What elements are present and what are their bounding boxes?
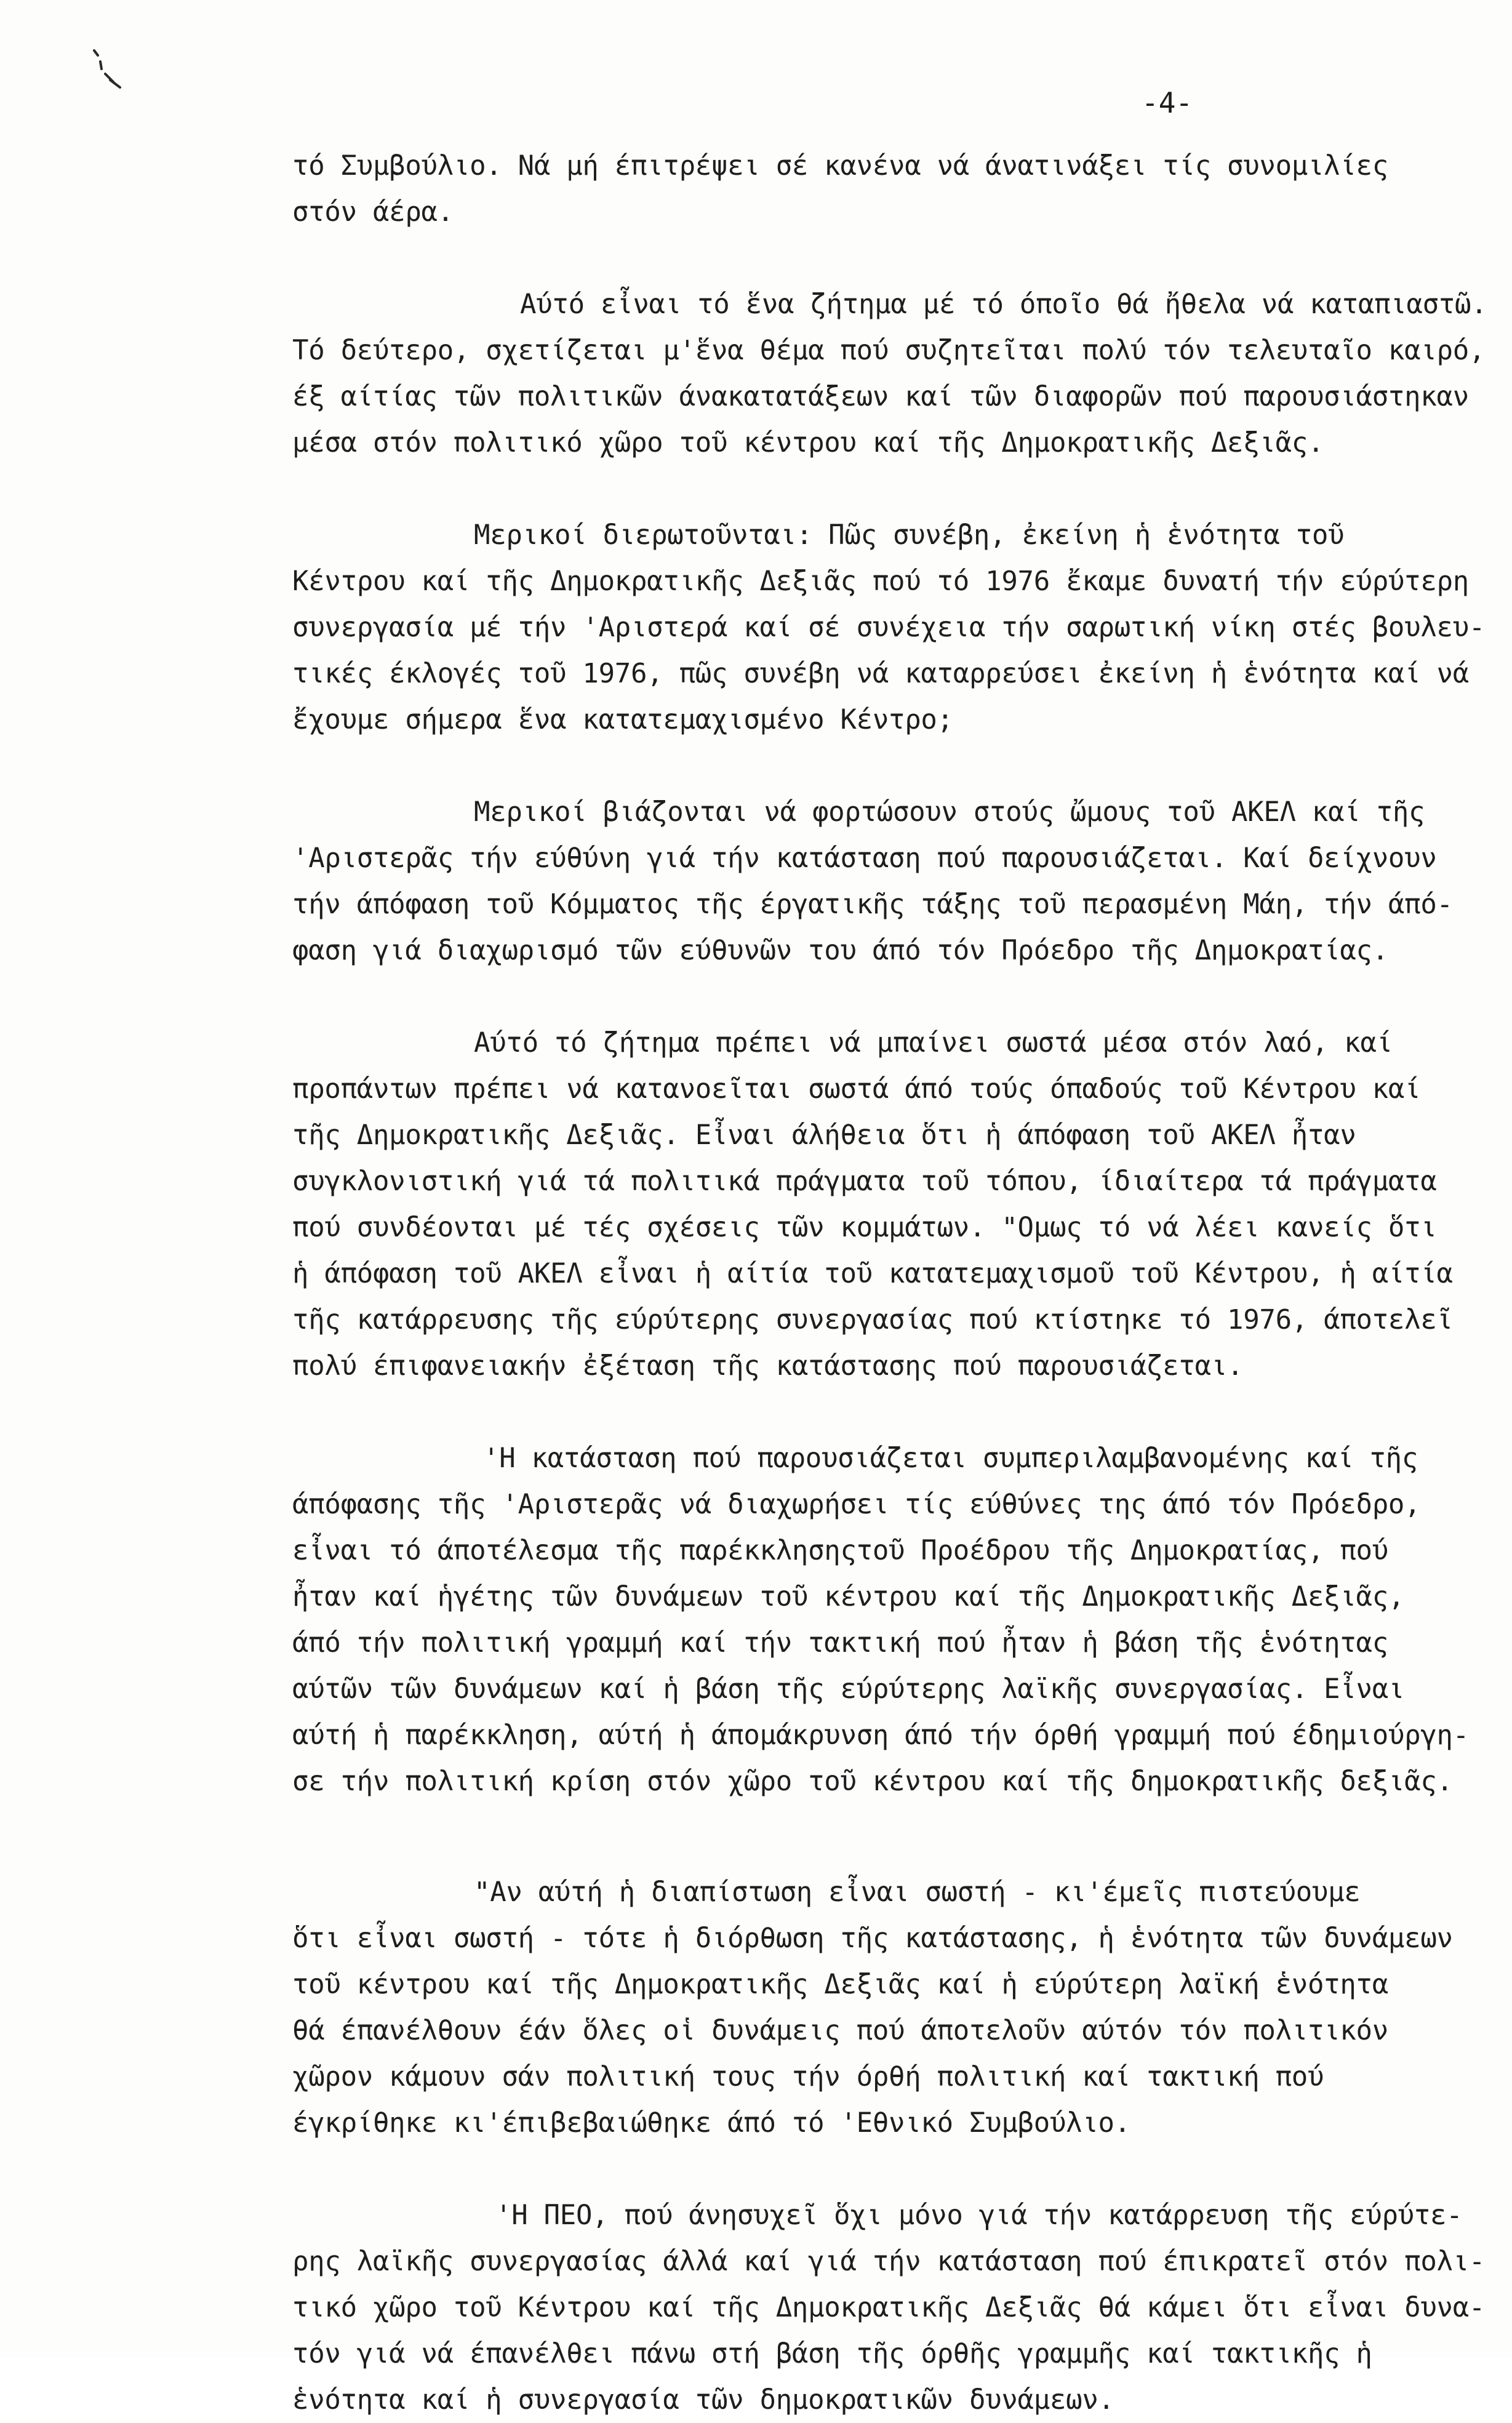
text-line: "Αν αύτή ἡ διαπίστωση εἶναι σωστή - κι'έμεῖς πιστεύουμε [474, 1876, 1361, 1908]
text-line: τόν γιά νά έπανέλθει πάνω στή βάση τῆς όρθῆς γραμμῆς καί τακτικῆς ἡ [292, 2338, 1372, 2369]
text-line: ὅτι εἶναι σωστή - τότε ἡ διόρθωση τῆς κατάστασης, ἡ ἑνότητα τῶν δυνάμεων [292, 1923, 1453, 1954]
text-line: Μερικοί διερωτοῦνται: Πῶς συνέβη, ἐκείνη ἡ ἑνότητα τοῦ [474, 519, 1345, 551]
paragraph [292, 1020, 1453, 1389]
body-text [292, 143, 1487, 2423]
paragraph [292, 1869, 1453, 2146]
text-line: θά έπανέλθουν έάν ὅλες οἱ δυνάμεις πού άποτελοῦν αύτόν τόν πολιτικόν [292, 2015, 1388, 2046]
text-line: άπό τήν πολιτική γραμμή καί τήν τακτική πού ἦταν ἡ βάση τῆς ἑνότητας [292, 1627, 1388, 1659]
page-number: -4- [1142, 86, 1193, 119]
text-line: 'Αριστερᾶς τήν εύθύνη γιά τήν κατάσταση πού παρουσιάζεται. Καί δείχνουν [292, 843, 1437, 874]
text-line: τήν άπόφαση τοῦ Κόμματος τῆς έργατικῆς τάξης τοῦ περασμένη Μάη, τήν άπό- [292, 889, 1453, 920]
text-line: 'Η κατάσταση πού παρουσιάζεται συμπεριλαμβανομένης καί τῆς [483, 1443, 1418, 1474]
text-line: έξ αίτίας τῶν πολιτικῶν άνακατατάξεων καί τῶν διαφορῶν πού παρουσιάστηκαν [292, 381, 1469, 412]
paragraph [292, 143, 1431, 235]
text-line: προπάντων πρέπει νά κατανοεῖται σωστά άπό τούς όπαδούς τοῦ Κέντρου καί [292, 1073, 1421, 1105]
text-line: τοῦ κέντρου καί τῆς Δημοκρατικῆς Δεξιᾶς καί ἡ εύρύτερη λαϊκή ἑνότητα [292, 1969, 1388, 2000]
text-line: ἔχουμε σήμερα ἕνα κατατεμαχισμένο Κέντρο; [292, 704, 953, 735]
paragraph [292, 1435, 1469, 1804]
text-line: Αύτό τό ζήτημα πρέπει νά μπαίνει σωστά μέσα στόν λαό, καί [474, 1027, 1393, 1059]
text-line: πού συνδέονται μέ τές σχέσεις τῶν κομμάτων. "Ομως τό νά λέει κανείς ὅτι [292, 1212, 1437, 1243]
text-line: ρης λαϊκῆς συνεργασίας άλλά καί γιά τήν κατάσταση πού έπικρατεῖ στόν πολι- [292, 2246, 1486, 2277]
text-line: συνεργασία μέ τήν 'Αριστερά καί σέ συνέχεια τήν σαρωτική νίκη στές βουλευ- [292, 612, 1486, 643]
text-line: εἶναι τό άποτέλεσμα τῆς παρέκκλησηςτοῦ Προέδρου τῆς Δημοκρατίας, πού [292, 1535, 1388, 1566]
text-line: τῆς κατάρρευσης τῆς εύρύτερης συνεργασίας πού κτίστηκε τό 1976, άποτελεῖ [292, 1304, 1453, 1336]
text-line: στόν άέρα. [292, 196, 454, 228]
text-line: ἡ άπόφαση τοῦ ΑΚΕΛ εἶναι ἡ αίτία τοῦ κατατεμαχισμοῦ τοῦ Κέντρου, ἡ αίτία [292, 1258, 1453, 1289]
text-line: Κέντρου καί τῆς Δημοκρατικῆς Δεξιᾶς πού τό 1976 ἔκαμε δυνατή τήν εύρύτερη [292, 566, 1469, 597]
paragraph-gap [292, 235, 1431, 281]
text-line: πολύ έπιφανειακήν ἐξέταση τῆς κατάστασης πού παρουσιάζεται. [292, 1350, 1244, 1382]
paragraph-gap [292, 466, 1431, 512]
paragraph-gap [292, 1389, 1431, 1435]
text-line: τικές έκλογές τοῦ 1976, πῶς συνέβη νά καταρρεύσει ἐκείνη ἡ ἑνότητα καί νά [292, 658, 1469, 689]
text-line: 'Η ΠΕΟ, πού άνησυχεῖ ὅχι μόνο γιά τήν κατάρρευση τῆς εύρύτε- [495, 2200, 1463, 2231]
text-line: αύτή ἡ παρέκκληση, αύτή ἡ άπομάκρυνση άπό τήν όρθή γραμμή πού έδημιούργη- [292, 1720, 1469, 1751]
text-line: Τό δεύτερο, σχετίζεται μ'ἕνα θέμα πού συζητεῖται πολύ τόν τελευταῖο καιρό, [292, 335, 1486, 366]
text-line: σε τήν πολιτική κρίση στόν χῶρο τοῦ κέντρου καί τῆς δημοκρατικῆς δεξιᾶς. [292, 1766, 1453, 1797]
paragraph-gap [292, 2146, 1431, 2192]
paragraph [292, 2192, 1486, 2423]
text-line: φαση γιά διαχωρισμό τῶν εύθυνῶν του άπό τόν Πρόεδρο τῆς Δημοκρατίας. [292, 935, 1388, 966]
paragraph-gap [292, 974, 1431, 1020]
text-line: συγκλονιστική γιά τά πολιτικά πράγματα τοῦ τόπου, ίδιαίτερα τά πράγματα [292, 1166, 1437, 1197]
text-line: αύτῶν τῶν δυνάμεων καί ἡ βάση τῆς εύρύτερης λαϊκῆς συνεργασίας. Εἶναι [292, 1673, 1405, 1705]
text-line: χῶρον κάμουν σάν πολιτική τους τήν όρθή πολιτική καί τακτική πού [292, 2061, 1324, 2093]
corner-mark-icon [89, 44, 126, 100]
text-line: τό Συμβούλιο. Νά μή έπιτρέψει σέ κανένα νά άνατινάξει τίς συνομιλίες [292, 150, 1388, 182]
text-line: έγκρίθηκε κι'έπιβεβαιώθηκε άπό τό 'Εθνικό Συμβούλιο. [292, 2107, 1130, 2139]
text-line: άπόφασης τῆς 'Αριστερᾶς νά διαχωρήσει τίς εύθύνες της άπό τόν Πρόεδρο, [292, 1489, 1421, 1520]
text-line: τικό χῶρο τοῦ Κέντρου καί τῆς Δημοκρατικῆς Δεξιᾶς θά κάμει ὅτι εἶναι δυνα- [292, 2292, 1486, 2323]
paragraph-gap [292, 1804, 1431, 1869]
paragraph [292, 512, 1486, 743]
text-line: τῆς Δημοκρατικῆς Δεξιᾶς. Εἶναι άλήθεια ὅτι ἡ άπόφαση τοῦ ΑΚΕΛ ἦταν [292, 1119, 1356, 1151]
text-line: Αύτό εἶναι τό ἕνα ζήτημα μέ τό όποῖο θά ἤθελα νά καταπιαστῶ. [520, 289, 1487, 320]
paragraph [292, 789, 1453, 974]
text-line: Μερικοί βιάζονται νά φορτώσουν στούς ὤμους τοῦ ΑΚΕΛ καί τῆς [474, 796, 1425, 828]
paragraph [292, 281, 1487, 466]
text-line: ἦταν καί ἡγέτης τῶν δυνάμεων τοῦ κέντρου καί τῆς Δημοκρατικῆς Δεξιᾶς, [292, 1581, 1405, 1612]
text-line: ἑνότητα καί ἡ συνεργασία τῶν δημοκρατικῶν δυνάμεων. [292, 2384, 1114, 2416]
text-line: μέσα στόν πολιτικό χῶρο τοῦ κέντρου καί τῆς Δημοκρατικῆς Δεξιᾶς. [292, 427, 1324, 459]
paragraph-gap [292, 743, 1431, 789]
